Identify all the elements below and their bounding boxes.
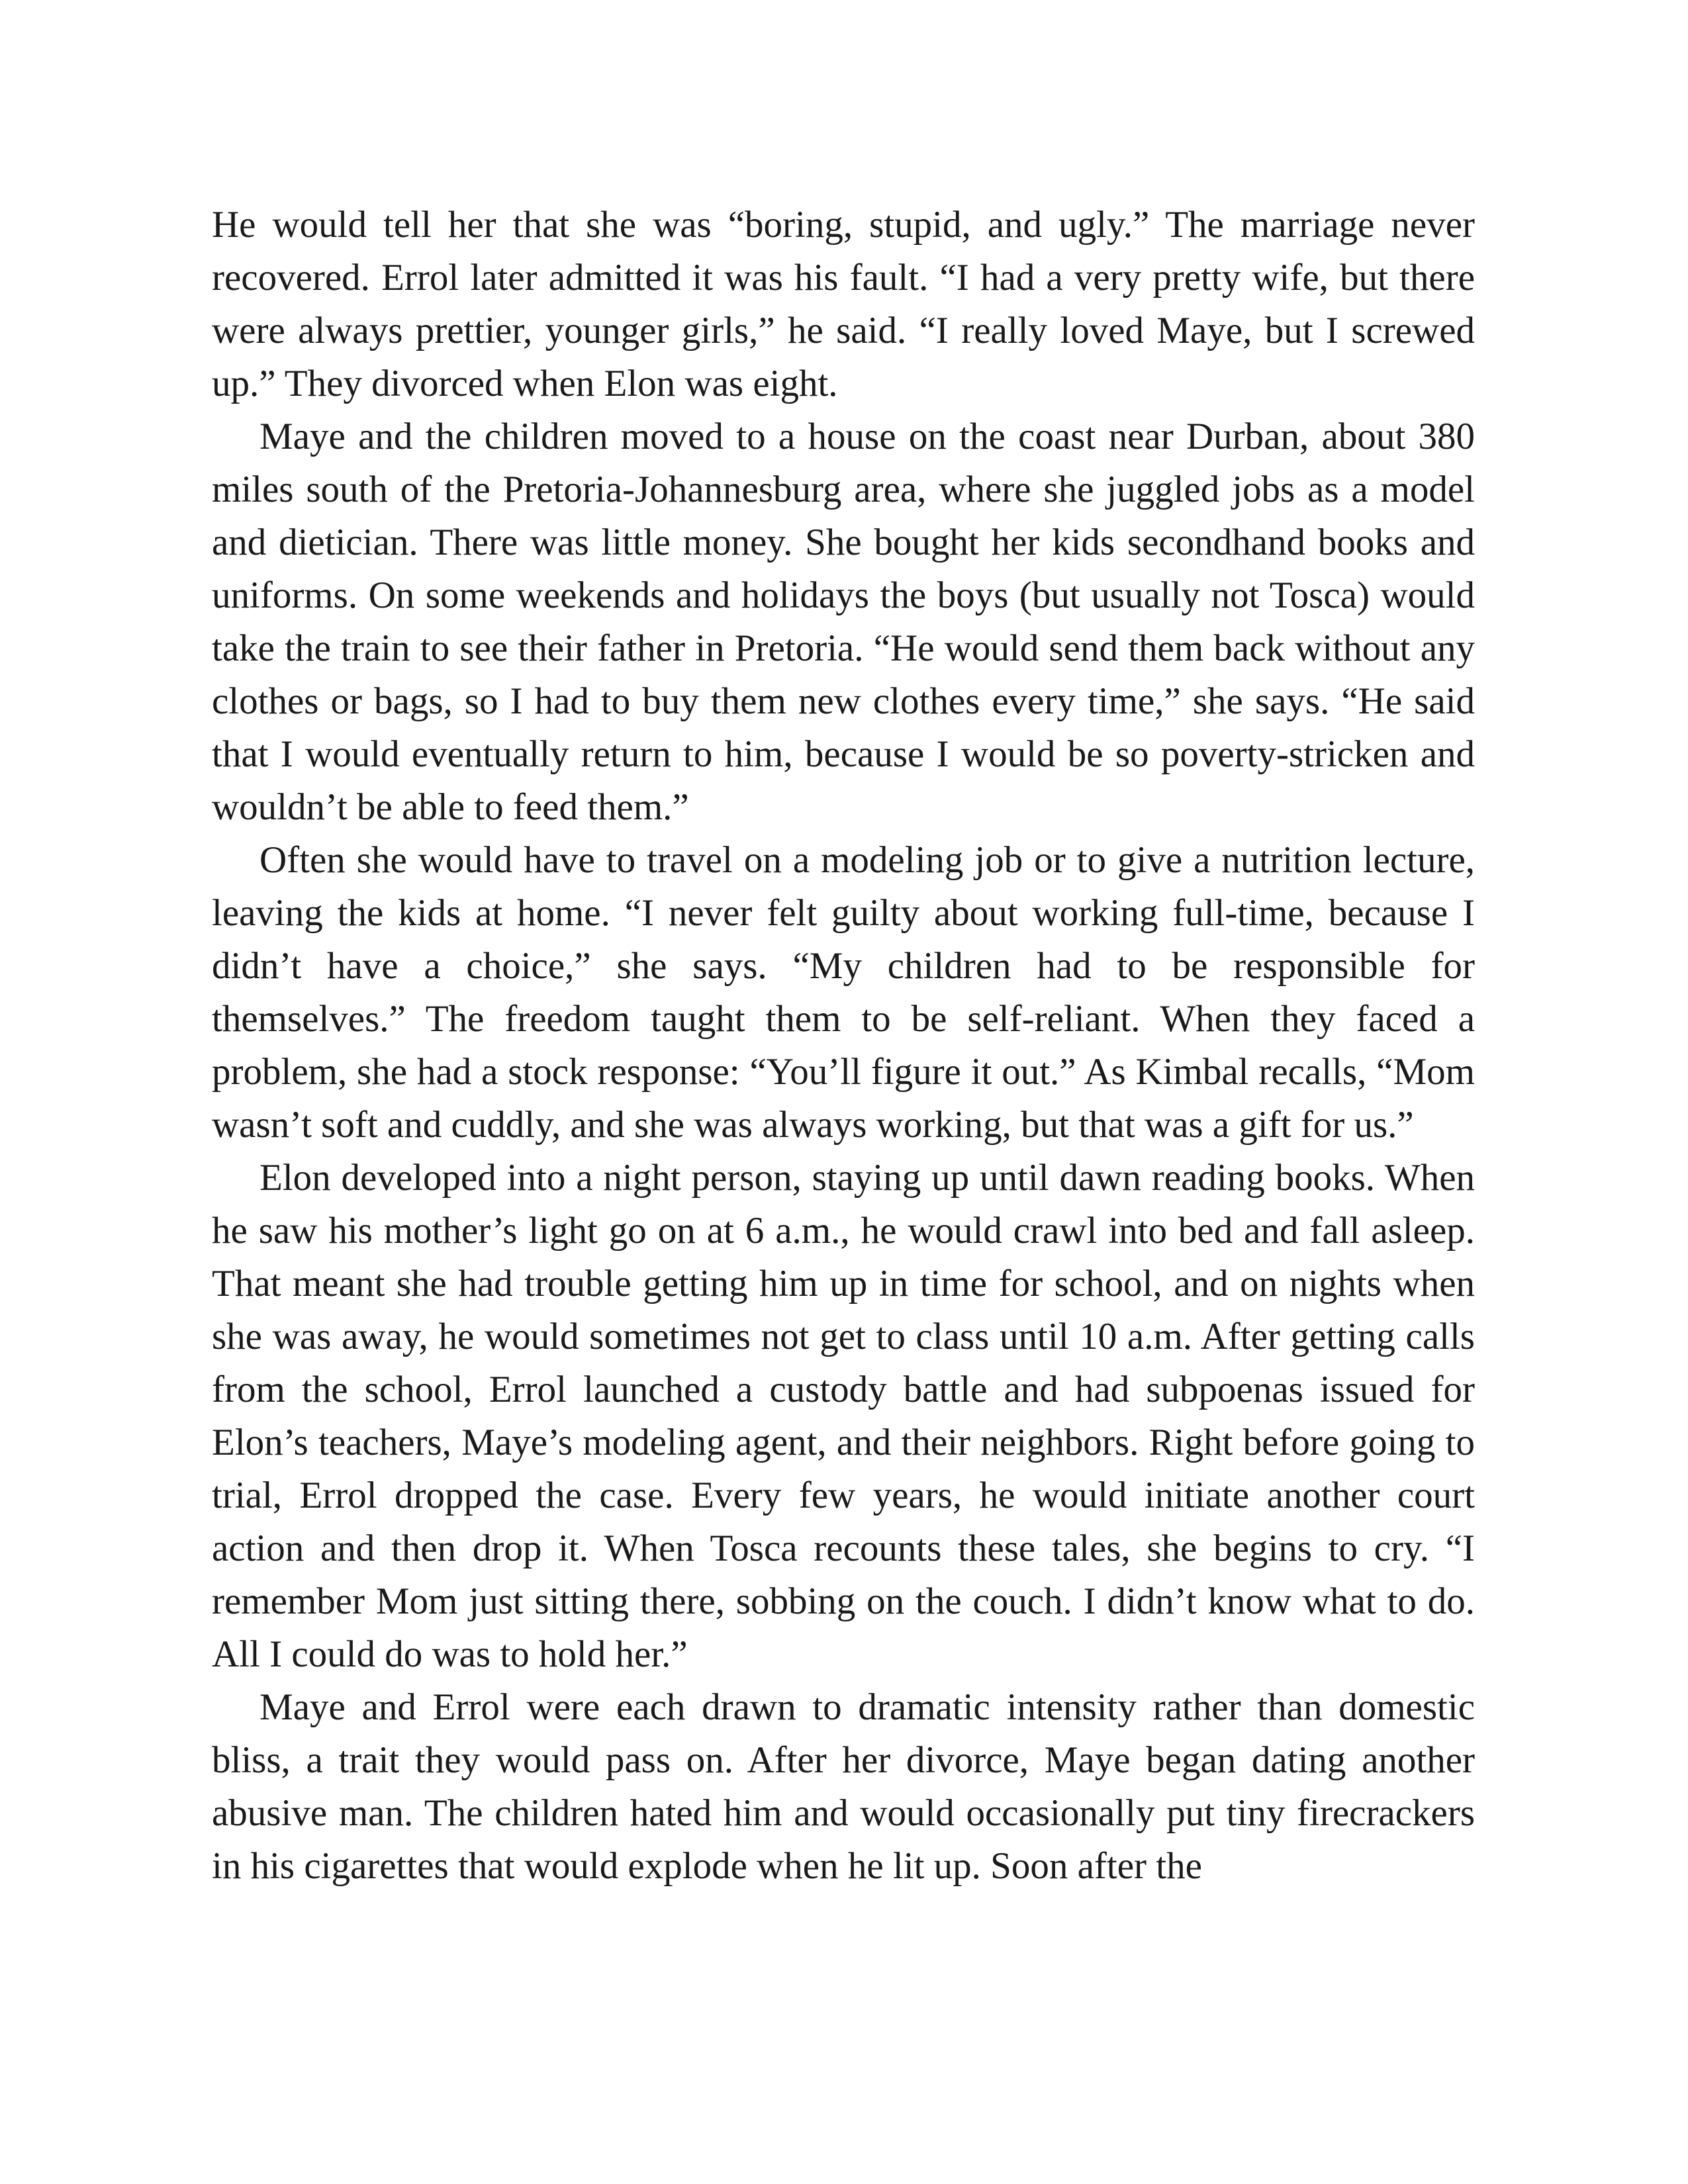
paragraph-3: Often she would have to travel on a modeling job or to give a nutrition lecture, leaving the kids at home. “I never felt guilty about working full-time, because I didn’t have a choice,” she says. “My children had to be responsible for themselves.” The freedom taught them to be self-reliant. When they faced a problem, she had a stock response: “You’ll figure it out.” As Kimbal recalls, “Mom wasn’t soft and cuddly, and she was always working, but that was a gift for us.”: [212, 839, 1475, 1146]
paragraph-2: Maye and the children moved to a house on the coast near Durban, about 380 miles south of the Pretoria-Johannesburg area, where she juggled jobs as a model and dietician. There was little money. She bought her kids secondhand books and uniforms. On some weekends and holidays the boys (but usually not Tosca) would take the train to see their father in Pretoria. “He would send them back without any clothes or bags, so I had to buy them new clothes every time,” she says. “He said that I would eventually return to him, because I would be so poverty-stricken and wouldn’t be able to feed them.”: [212, 416, 1475, 828]
paragraph-4: Elon developed into a night person, staying up until dawn reading books. When he saw his mother’s light go on at 6 a.m., he would crawl into bed and fall asleep. That meant she had trouble getting him up in time for school, and on nights when she was away, he would sometimes not get to class until 10 a.m. After getting calls from the school, Errol launched a custody battle and had subpoenas issued for Elon’s teachers, Maye’s modeling agent, and their neighbors. Right before going to trial, Errol dropped the case. Every few years, he would initiate another court action and then drop it. When Tosca recounts these tales, she begins to cry. “I remember Mom just sitting there, sobbing on the couch. I didn’t know what to do. All I could do was to hold her.”: [212, 1157, 1475, 1675]
paragraph-5: Maye and Errol were each drawn to dramatic intensity rather than domestic bliss, a trait they would pass on. After her divorce, Maye began dating another abusive man. The children hated him and would occasionally put tiny firecrackers in his cigarettes that would explode when he lit up. Soon after the: [212, 1686, 1475, 1887]
paragraph-1: He would tell her that she was “boring, stupid, and ugly.” The marriage never recovered. Errol later admitted it was his fault. “I had a very pretty wife, but there were always prettier, younger girls,” he said. “I really loved Maye, but I screwed up.” They divorced when Elon was eight.: [212, 204, 1475, 404]
book-page: [212, 199, 1475, 1893]
